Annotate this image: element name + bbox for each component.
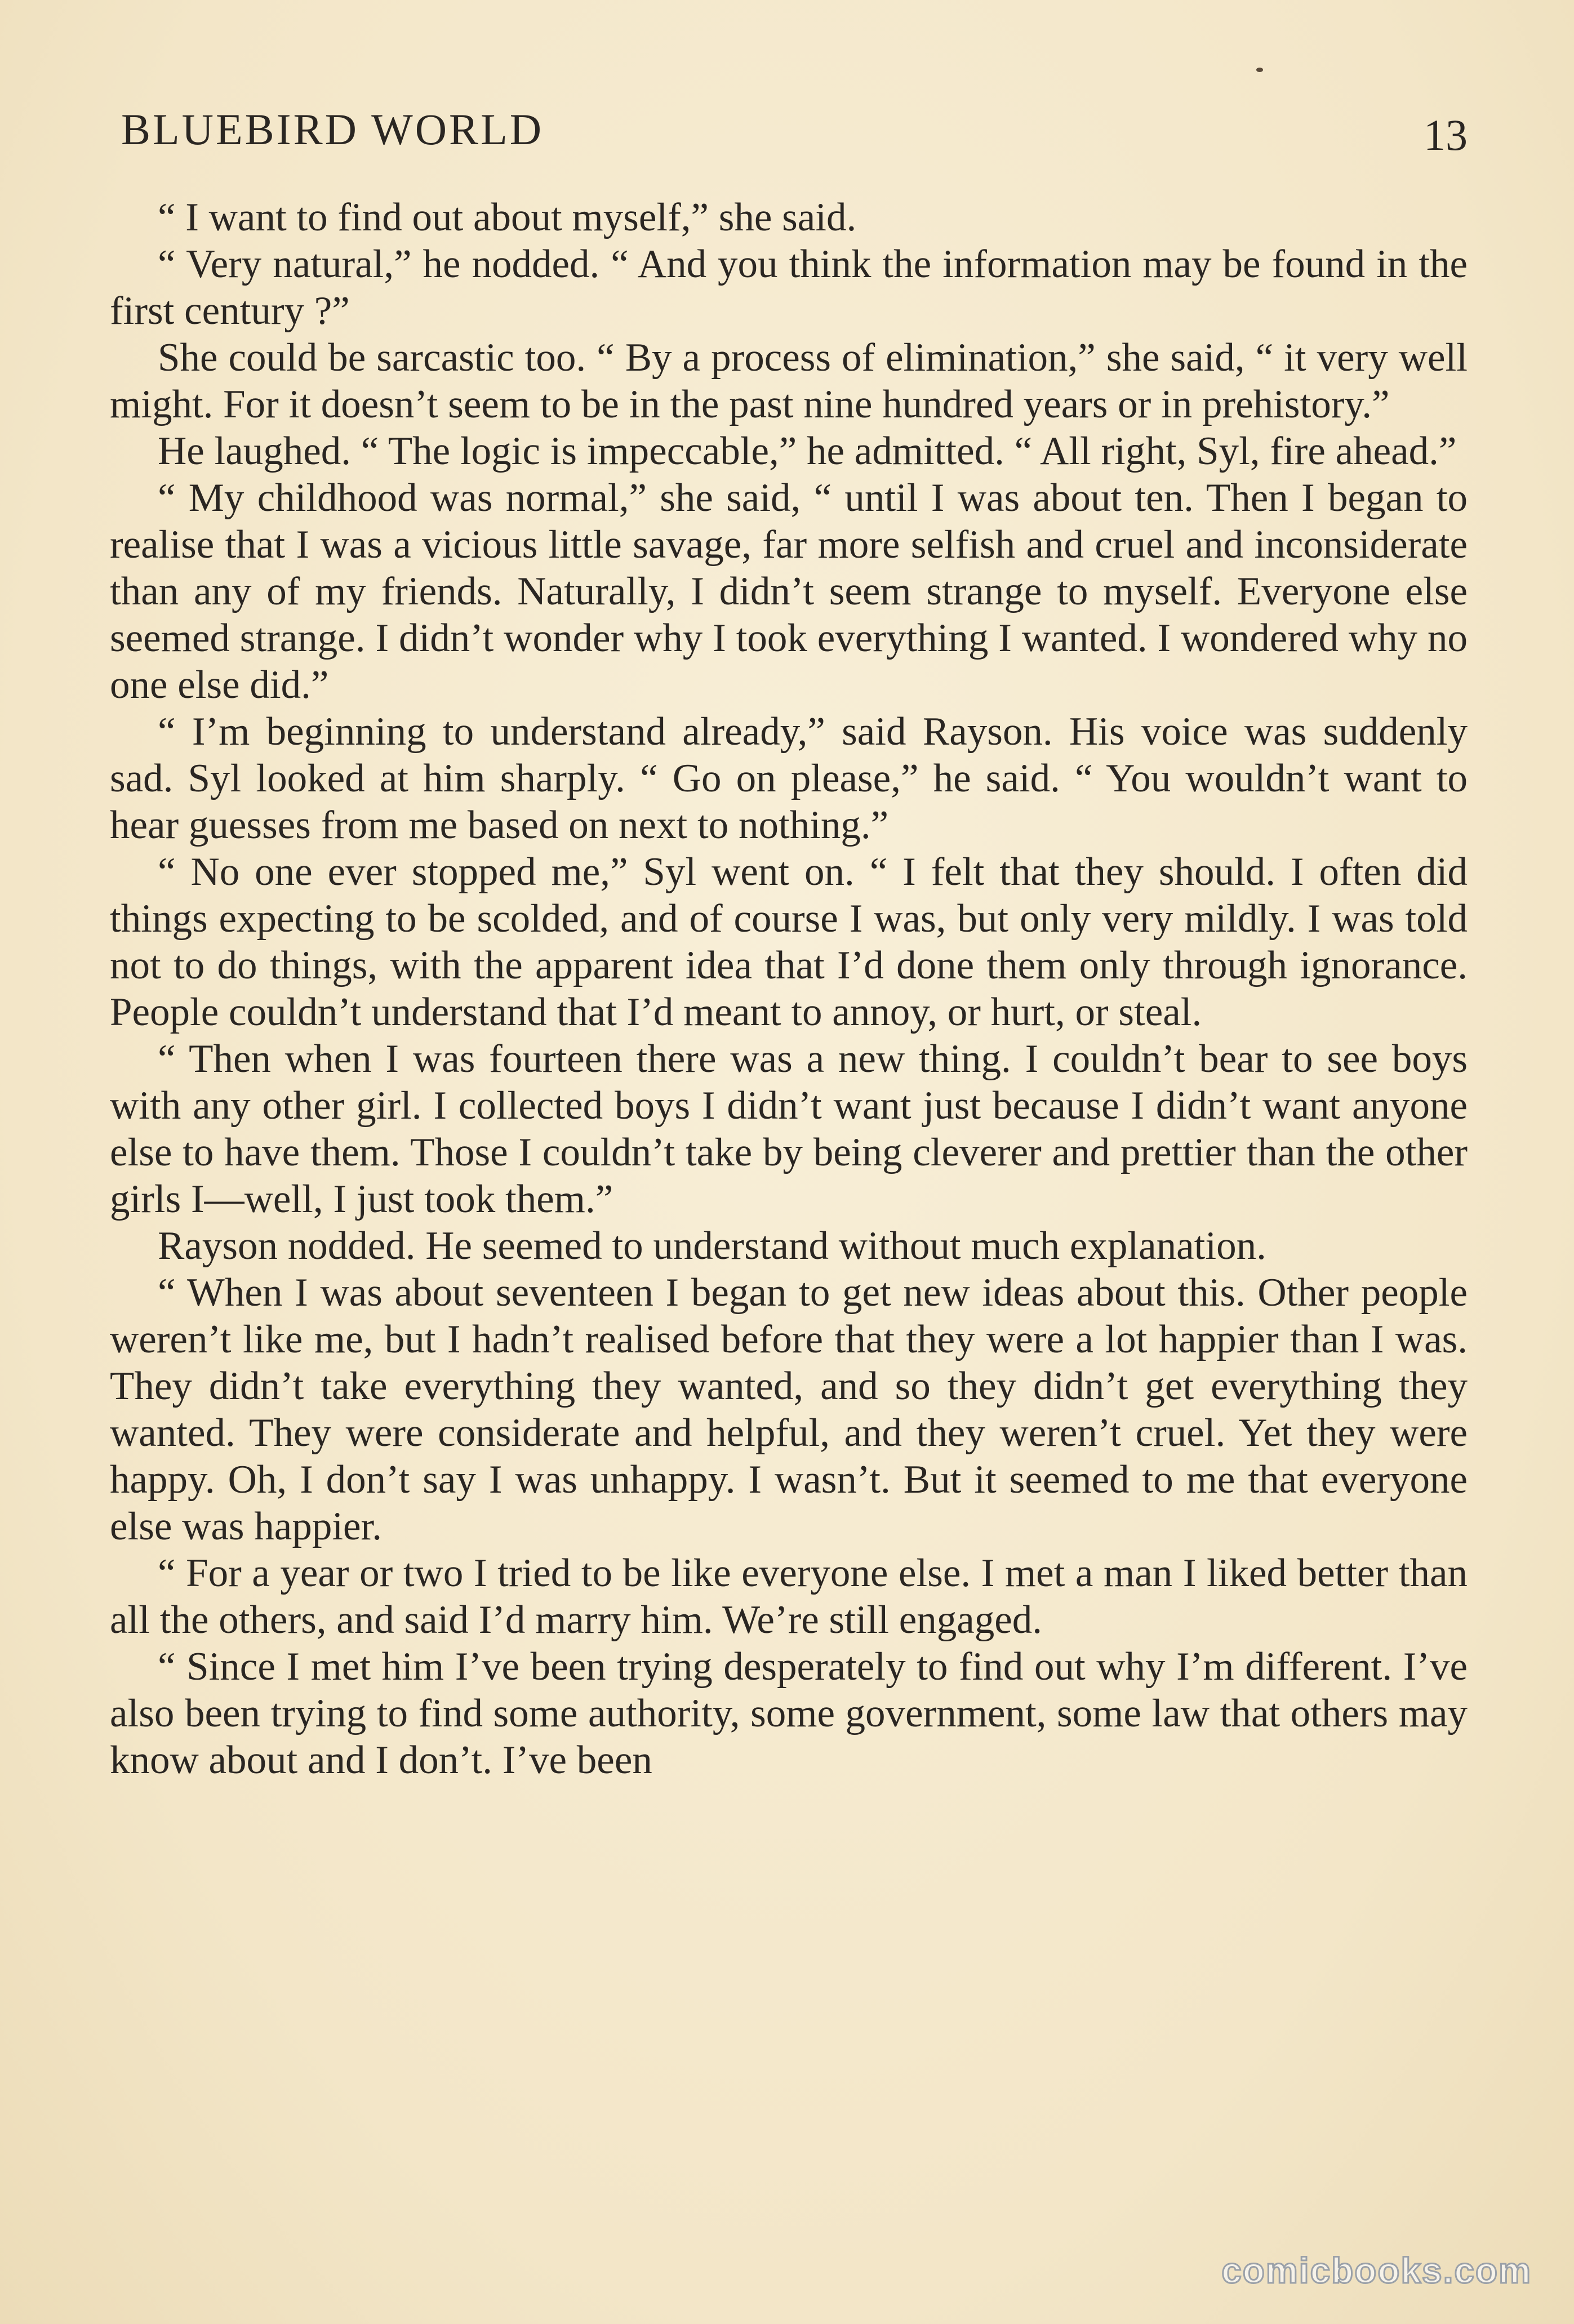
paragraph: “ I want to find out about myself,” she said. bbox=[158, 195, 857, 239]
paragraph: “ Then when I was fourteen there was a new thing. I couldn’t bear to see boys with any other girl. I collected boys I didn’t want just because I didn’t want anyone else to have them. Those I couldn’t take by being cleverer and prettier than the other girls I—well, I just took them.” bbox=[110, 1037, 1468, 1221]
paragraph: “ My childhood was normal,” she said, “ until I was about ten. Then I began to realise that I was a vicious little savage, far more selfish and cruel and inconsiderate than any of my friends. Naturally, I didn’t seem strange to myself. Everyone else seemed strange. I didn’t wonder why I took everything I wanted. I wondered why no one else did.” bbox=[110, 476, 1468, 707]
paragraph: “ I’m beginning to understand already,” said Rayson. His voice was suddenly sad. Syl looked at him sharply. “ Go on please,” he said. “ You wouldn’t want to hear guesses from me based on next to nothing.” bbox=[110, 710, 1468, 847]
paragraph: “ When I was about seventeen I began to get new ideas about this. Other people weren’t like me, but I hadn’t realised before that they were a lot happier than I was. They didn’t take everything they wanted, and so they didn’t get everything they wanted. They were considerate and helpful, and they weren’t cruel. Yet they were happy. Oh, I don’t say I was unhappy. I wasn’t. But it seemed to me that everyone else was happier. bbox=[110, 1271, 1468, 1548]
paragraph: “ For a year or two I tried to be like everyone else. I met a man I liked better than all the others, and said I’d marry him. We’re still engaged. bbox=[110, 1551, 1468, 1642]
paragraph: “ No one ever stopped me,” Syl went on. “ I felt that they should. I often did things expecting to be scolded, and of course I was, but only very mildly. I was told not to do things, with the apparent idea that I’d done them only through ignorance. People couldn’t understand that I’d meant to annoy, or hurt, or steal. bbox=[110, 850, 1468, 1034]
paragraph: She could be sarcastic too. “ By a process of elimination,” she said, “ it very well might. For it doesn’t seem to be in the past nine hundred years or in prehistory.” bbox=[110, 336, 1468, 426]
watermark-logo: comicbooks.com bbox=[1221, 2250, 1532, 2291]
paragraph: Rayson nodded. He seemed to understand without much explanation. bbox=[158, 1224, 1266, 1268]
running-title: BLUEBIRD WORLD bbox=[121, 105, 544, 154]
page-number: 13 bbox=[1424, 110, 1468, 159]
paragraph: He laughed. “ The logic is impeccable,” he admitted. “ All right, Syl, fire ahead.” bbox=[158, 429, 1457, 473]
running-head bbox=[121, 101, 1468, 158]
body-text bbox=[110, 194, 1468, 1784]
ink-speck bbox=[1256, 68, 1263, 72]
paragraph: “ Very natural,” he nodded. “ And you think the information may be found in the first century ?” bbox=[110, 242, 1468, 333]
paragraph: “ Since I met him I’ve been trying desperately to find out why I’m different. I’ve also been trying to find some authority, some government, some law that others may know about and I don’t. I’ve been bbox=[110, 1645, 1468, 1782]
